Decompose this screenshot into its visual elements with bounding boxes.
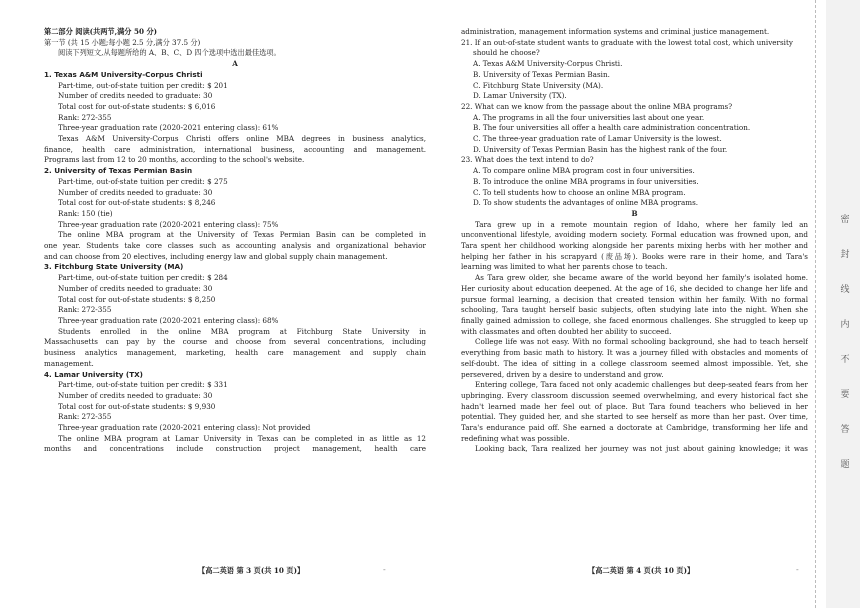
question-stem: 22. What can we know from the passage about the online MBA programs? bbox=[461, 101, 733, 111]
passage-line: College life was not easy. With no formal schooling background, she had to teach herself bbox=[475, 337, 808, 347]
part-title: 第一节 (共 15 小题;每小题 2.5 分,满分 37.5 分) bbox=[44, 37, 201, 47]
passage-line: pursue formal learning, a decision that created tension within her family. With no formal bbox=[461, 294, 808, 304]
page-mark-right: - bbox=[796, 565, 799, 574]
instruction: 阅读下列短文,从每题所给的 A、B、C、D 四个选项中选出最佳选项。 bbox=[58, 48, 281, 58]
page-mark-left: - bbox=[383, 565, 386, 574]
passage-line: redefining what was possible. bbox=[461, 433, 570, 443]
university-fact: Total cost for out-of-state students: $ 6,016 bbox=[58, 101, 216, 111]
university-fact: Part-time, out-of-state tuition per credit: $ 284 bbox=[58, 273, 228, 283]
seal-line-char: 不 bbox=[840, 355, 850, 365]
university-fact: Number of credits needed to graduate: 30 bbox=[58, 390, 213, 400]
question-stem: 23. What does the text intend to do? bbox=[461, 155, 594, 165]
seal-line-char: 密 bbox=[840, 215, 850, 225]
university-description-line: The online MBA program at the University of Texas Permian Basin can be completed in bbox=[58, 230, 426, 240]
university-fact: Total cost for out-of-state students: $ 8,246 bbox=[58, 198, 216, 208]
footer-right: 【高二英语 第 4 页(共 10 页)】 bbox=[588, 566, 695, 575]
university-fact: Rank: 150 (tie) bbox=[58, 208, 113, 218]
answer-option: D. Lamar University (TX). bbox=[473, 91, 567, 101]
answer-option: B. The four universities all offer a health care administration concentration. bbox=[473, 123, 751, 133]
questions bbox=[461, 38, 808, 209]
answer-option: C. To tell students how to choose an online MBA program. bbox=[473, 187, 686, 197]
university-description-line: Programs last from 12 to 20 months, according to the school's website. bbox=[44, 155, 305, 165]
left-column bbox=[44, 27, 426, 455]
university-description-line: and can choose from 20 electives, including energy law and global supply chain management. bbox=[44, 251, 388, 261]
passage-b-body bbox=[461, 220, 808, 455]
seal-line-char: 答 bbox=[840, 425, 850, 435]
university-fact: Rank: 272-355 bbox=[58, 112, 112, 122]
passage-line: learning was limited to what her parents chose to teach. bbox=[461, 262, 668, 272]
passage-line: Tara spent her childhood working alongside her parents mixing herbs with her mother and bbox=[461, 241, 808, 251]
passage-line: self-doubt. The idea of sitting in a college classroom seemed almost impossible. Yet, she bbox=[461, 358, 808, 368]
passage-b-label: B bbox=[631, 208, 638, 218]
section-title: 第二部分 阅读(共两节,满分 50 分) bbox=[44, 27, 158, 36]
seal-line-char: 要 bbox=[840, 390, 850, 400]
seal-line-char: 封 bbox=[840, 250, 850, 260]
university-fact: Part-time, out-of-state tuition per credit: $ 275 bbox=[58, 176, 228, 186]
passage-line: hadn't learned made her feel out of place. But Tara found teachers who believed in her bbox=[461, 401, 808, 411]
passage-line: schooling, Tara taught herself basic subjects, often studying late into the night. When she bbox=[461, 305, 808, 315]
university-description-line: finance, health care administration, international business, accounting and management. bbox=[44, 144, 426, 154]
passage-line: Tara grew up in a remote mountain region of Idaho, where her family led an bbox=[475, 219, 808, 229]
passage-line: potential. They guided her, and she started to see herself as more than her past. Over time, bbox=[461, 412, 808, 422]
answer-option: D. University of Texas Permian Basin has the highest rank of the four. bbox=[473, 144, 728, 154]
seal-line bbox=[815, 0, 816, 608]
university-description-line: months and concentrations include construction project management, health care bbox=[44, 444, 426, 454]
right-column bbox=[461, 27, 808, 455]
university-fact: Part-time, out-of-state tuition per credit: $ 201 bbox=[58, 80, 228, 90]
seal-line-char: 内 bbox=[840, 320, 850, 330]
passage-line: unconventional lifestyle, avoiding modern society. Formal education was frowned upon, and bbox=[461, 230, 808, 240]
university-fact: Three-year graduation rate (2020-2021 entering class): 68% bbox=[58, 315, 279, 325]
answer-option: A. The programs in all the four universities last about one year. bbox=[473, 112, 705, 122]
answer-option: B. To introduce the online MBA programs in four universities. bbox=[473, 176, 699, 186]
passage-line: with classmates and often doubted her ability to succeed. bbox=[461, 326, 672, 336]
answer-option: C. The three-year graduation rate of Lamar University is the lowest. bbox=[473, 134, 722, 144]
university-entries bbox=[44, 70, 426, 455]
passage-line: Entering college, Tara faced not only academic challenges but deep-seated fears from her bbox=[475, 380, 808, 390]
question-stem: should he choose? bbox=[473, 48, 540, 58]
passage-line: everything from basic math to history. It was a journey filled with obstacles and moments of bbox=[461, 348, 808, 358]
university-heading: 3. Fitchburg State University (MA) bbox=[44, 262, 184, 272]
answer-option: B. University of Texas Permian Basin. bbox=[473, 69, 610, 79]
passage-line: Her curiosity about education deepened. At the age of 16, she decided to change her life and bbox=[461, 283, 808, 293]
university-description-line: Students enrolled in the online MBA program at Fitchburg State University in bbox=[58, 326, 426, 336]
passage-line: As Tara grew older, she became aware of the world beyond her family's isolated home. bbox=[475, 273, 808, 283]
university-fact: Total cost for out-of-state students: $ 9,930 bbox=[58, 401, 216, 411]
university-description-line: management. bbox=[44, 358, 94, 368]
university-description-line: The online MBA program at Lamar University in Texas can be completed in as little as 12 bbox=[58, 433, 426, 443]
passage-line: upbringing. Every classroom discussion seemed overwhelming, and every historical fact she bbox=[461, 390, 808, 400]
university-fact: Total cost for out-of-state students: $ 8,250 bbox=[58, 294, 216, 304]
question-stem: 21. If an out-of-state student wants to graduate with the lowest total cost, which university bbox=[461, 37, 793, 47]
passage-line: persevered, driven by a desire to understand and grow. bbox=[461, 369, 664, 379]
seal-line-char: 线 bbox=[840, 285, 850, 295]
university-description-line: business analytics management, marketing, health care management and supply chain bbox=[44, 348, 426, 358]
passage-a-label: A bbox=[232, 59, 238, 69]
answer-option: D. To show students the advantages of online MBA programs. bbox=[473, 198, 699, 208]
seal-line-char: 题 bbox=[840, 460, 850, 470]
answer-option: A. Texas A&M University-Corpus Christi. bbox=[473, 59, 623, 69]
answer-option: A. To compare online MBA program cost in four universities. bbox=[473, 166, 695, 176]
university-heading: 4. Lamar University (TX) bbox=[44, 369, 143, 379]
university-description-line: one year. Students take core classes such as accounting analysis and organizational behavior bbox=[44, 241, 426, 251]
passage-line: Tara's endurance paid off. She earned a doctorate at Cambridge, transforming her life and bbox=[461, 423, 808, 433]
university-description-line: Texas A&M University-Corpus Christi offers online MBA degrees in business analytics, bbox=[58, 134, 426, 144]
university-fact: Number of credits needed to graduate: 30 bbox=[58, 187, 213, 197]
university-fact: Three-year graduation rate (2020-2021 entering class): 75% bbox=[58, 219, 279, 229]
university-fact: Rank: 272-355 bbox=[58, 412, 112, 422]
footer-left: 【高二英语 第 3 页(共 10 页)】 bbox=[198, 566, 305, 575]
seal-line-notice bbox=[838, 212, 852, 492]
passage-a-continuation: administration, management information systems and criminal justice management. bbox=[461, 27, 770, 36]
university-description-line: Massachusetts can pay by the course and choose from several concentrations, including bbox=[44, 337, 426, 347]
university-fact: Number of credits needed to graduate: 30 bbox=[58, 283, 213, 293]
answer-option: C. Fitchburg State University (MA). bbox=[473, 80, 604, 90]
university-fact: Three-year graduation rate (2020-2021 entering class): 61% bbox=[58, 123, 279, 133]
university-fact: Part-time, out-of-state tuition per credit: $ 331 bbox=[58, 380, 228, 390]
passage-line: finally gained admission to college, she faced enormous challenges. She struggled to keep up bbox=[461, 315, 808, 325]
university-heading: 2. University of Texas Permian Basin bbox=[44, 166, 193, 176]
passage-line: Looking back, Tara realized her journey was not just about gaining knowledge; it was bbox=[475, 444, 808, 454]
university-fact: Rank: 272-355 bbox=[58, 305, 112, 315]
university-heading: 1. Texas A&M University-Corpus Christi bbox=[44, 69, 203, 79]
university-fact: Three-year graduation rate (2020-2021 entering class): Not provided bbox=[58, 423, 311, 433]
passage-line: helping her father in his scrapyard (废品场). Books were rare in their home, and Tara's bbox=[461, 251, 808, 261]
university-fact: Number of credits needed to graduate: 30 bbox=[58, 91, 213, 101]
